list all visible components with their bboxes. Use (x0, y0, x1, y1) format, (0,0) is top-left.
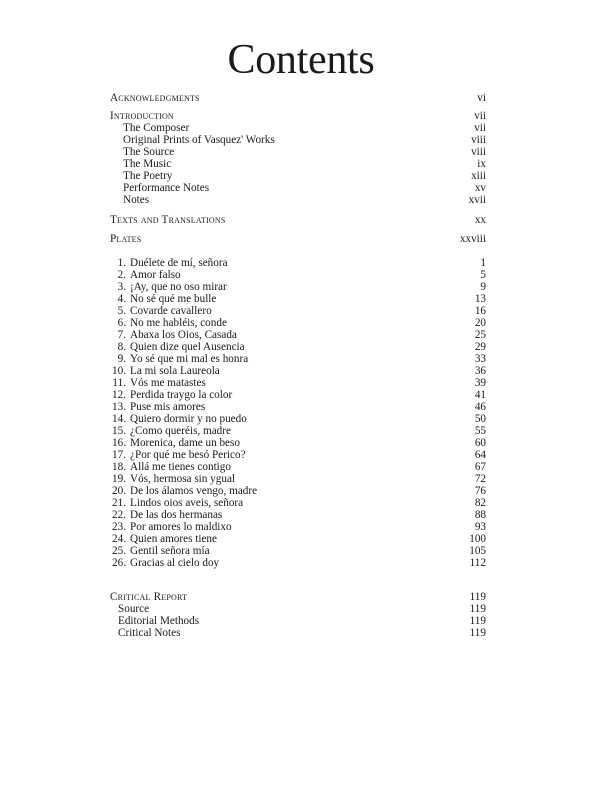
toc-entry-page: 119 (469, 615, 486, 627)
song-title: Covarde cavallero (130, 305, 212, 317)
toc-entry-label: Acknowledgments (110, 92, 200, 104)
song-page: 29 (474, 341, 486, 353)
song-title: Duélete de mí, señora (130, 257, 228, 269)
song-entry (110, 341, 486, 353)
song-title: Vós me matastes (130, 377, 206, 389)
song-entry (110, 317, 486, 329)
toc-entry-label: The Music (123, 158, 172, 170)
song-entry (110, 269, 486, 281)
song-title: Perdida traygo la color (130, 389, 233, 401)
song-entry (110, 497, 486, 509)
toc-subentry (123, 182, 486, 194)
song-page: 112 (469, 557, 486, 569)
song-entry (110, 293, 486, 305)
toc-entry-page: vii (474, 110, 486, 122)
song-entry (110, 365, 486, 377)
song-number: 22. (112, 509, 126, 521)
toc-entry-texts-and-translations (110, 214, 486, 226)
song-title: ¡Ay, que no oso mirar (130, 281, 227, 293)
song-entry (110, 425, 486, 437)
song-entry (110, 557, 486, 569)
toc-entry-critical-report (110, 591, 486, 603)
page-title: Contents (227, 37, 375, 83)
song-page: 105 (469, 545, 486, 557)
song-title: Vós, hermosa sin ygual (130, 473, 236, 485)
song-number: 21. (112, 497, 126, 509)
song-number: 5. (117, 305, 126, 317)
song-page: 13 (474, 293, 486, 305)
song-title: De las dos hermanas (130, 509, 223, 521)
toc-entry-page: xiii (471, 170, 486, 182)
song-entry (110, 281, 486, 293)
song-number: 14. (112, 413, 126, 425)
toc-entry-label: The Source (123, 146, 175, 158)
song-number: 7. (117, 329, 126, 341)
song-number: 25. (112, 545, 126, 557)
toc-subentry (123, 194, 486, 206)
song-number: 10. (112, 365, 126, 377)
song-entry (110, 377, 486, 389)
song-page: 39 (474, 377, 486, 389)
toc-entry-label: Original Prints of Vasquez' Works (123, 134, 275, 146)
song-title: Gracias al cielo doy (130, 557, 220, 569)
song-number: 11. (112, 377, 126, 389)
song-title: Puse mis amores (130, 401, 206, 413)
toc-entry-label: Plates (110, 233, 142, 245)
toc-entry-label: The Poetry (123, 170, 173, 182)
toc-entry-page: xvii (468, 194, 486, 206)
song-title: Lindos oios aveis, señora (130, 497, 244, 509)
song-title: Morenica, dame un beso (130, 437, 240, 449)
song-page: 88 (474, 509, 486, 521)
toc-subentry (123, 122, 486, 134)
song-page: 9 (480, 281, 486, 293)
song-page: 20 (474, 317, 486, 329)
toc-subentry (123, 146, 486, 158)
song-page: 16 (474, 305, 486, 317)
song-entry (110, 401, 486, 413)
song-page: 5 (480, 269, 486, 281)
song-number: 23. (112, 521, 126, 533)
song-entry (110, 473, 486, 485)
toc-subentry (118, 615, 486, 627)
toc-subentry (123, 134, 486, 146)
toc-entry-introduction (110, 110, 486, 122)
toc-subentry (118, 603, 486, 615)
song-page: 33 (474, 353, 486, 365)
song-entry (110, 449, 486, 461)
song-entry (110, 257, 486, 269)
toc-entry-label: Critical Notes (118, 627, 181, 639)
song-entry (110, 545, 486, 557)
song-number: 26. (112, 557, 126, 569)
toc-subentry (123, 170, 486, 182)
toc-entry-label: Notes (123, 194, 150, 206)
song-number: 15. (112, 425, 126, 437)
song-page: 1 (480, 257, 486, 269)
song-number: 3. (117, 281, 126, 293)
song-entry (110, 353, 486, 365)
toc-subentry (123, 158, 486, 170)
song-page: 50 (474, 413, 486, 425)
song-title: Amor falso (130, 269, 181, 281)
song-page: 41 (474, 389, 486, 401)
song-entry (110, 389, 486, 401)
song-entry (110, 413, 486, 425)
toc-entry-label: Source (118, 603, 150, 615)
song-page: 46 (474, 401, 486, 413)
toc-entry-label: The Composer (123, 122, 190, 134)
song-number: 2. (117, 269, 126, 281)
song-title: Yo sé que mi mal es honra (130, 353, 249, 365)
song-title: ¿Como queréis, madre (130, 425, 231, 437)
song-number: 6. (117, 317, 126, 329)
song-page: 64 (474, 449, 486, 461)
toc-entry-acknowledgments (110, 92, 486, 104)
song-entry (110, 485, 486, 497)
toc-entry-label: Texts and Translations (110, 214, 226, 226)
song-page: 55 (474, 425, 486, 437)
song-number: 17. (112, 449, 126, 461)
song-title: Abaxa los Oios, Casada (130, 329, 237, 341)
song-title: Quien amores tiene (130, 533, 217, 545)
toc-entry-page: 119 (469, 603, 486, 615)
song-entry (110, 305, 486, 317)
toc-entry-page: vi (477, 92, 486, 104)
song-page: 82 (474, 497, 486, 509)
song-title: No sé qué me bulle (130, 293, 217, 305)
song-page: 36 (474, 365, 486, 377)
song-entry (110, 521, 486, 533)
song-number: 4. (117, 293, 126, 305)
toc-entry-label: Critical Report (110, 591, 188, 603)
song-title: Quien dize quel Ausencia (130, 341, 245, 353)
song-number: 13. (112, 401, 126, 413)
song-title: Por amores lo maldixo (130, 521, 232, 533)
song-number: 18. (112, 461, 126, 473)
toc-entry-page: xx (474, 214, 486, 226)
toc-entry-page: vii (474, 122, 486, 134)
song-page: 67 (474, 461, 486, 473)
song-entry (110, 509, 486, 521)
toc-entry-page: viii (471, 134, 486, 146)
song-title: La mi sola Laureola (130, 365, 220, 377)
toc-entry-page: xv (474, 182, 486, 194)
song-title: No me habléis, conde (130, 317, 227, 329)
song-page: 76 (474, 485, 486, 497)
toc-entry-page: xxviii (459, 233, 486, 245)
song-page: 72 (474, 473, 486, 485)
song-entry (110, 461, 486, 473)
song-number: 20. (112, 485, 126, 497)
song-title: Quiero dormir y no puedo (130, 413, 247, 425)
song-number: 16. (112, 437, 126, 449)
toc-entry-page: ix (477, 158, 486, 170)
toc-entry-plates (110, 233, 486, 245)
song-title: De los álamos vengo, madre (130, 485, 258, 497)
toc-entry-label: Introduction (110, 110, 174, 122)
song-title: Gentil señora mía (130, 545, 210, 557)
toc-entry-page: 119 (469, 591, 486, 603)
toc-entry-label: Editorial Methods (118, 615, 200, 627)
song-entry (110, 329, 486, 341)
toc-entry-page: viii (471, 146, 486, 158)
song-number: 24. (112, 533, 126, 545)
song-title: Allá me tienes contigo (130, 461, 231, 473)
song-page: 60 (474, 437, 486, 449)
song-number: 1. (117, 257, 126, 269)
song-page: 93 (474, 521, 486, 533)
song-page: 100 (469, 533, 486, 545)
song-page: 25 (474, 329, 486, 341)
song-entry (110, 533, 486, 545)
toc-subentry (118, 627, 486, 639)
song-number: 19. (112, 473, 126, 485)
song-number: 8. (117, 341, 126, 353)
song-title: ¿Por qué me besó Perico? (130, 449, 246, 461)
toc-entry-label: Performance Notes (123, 182, 210, 194)
song-number: 12. (112, 389, 126, 401)
song-entry (110, 437, 486, 449)
song-number: 9. (117, 353, 126, 365)
toc-entry-page: 119 (469, 627, 486, 639)
